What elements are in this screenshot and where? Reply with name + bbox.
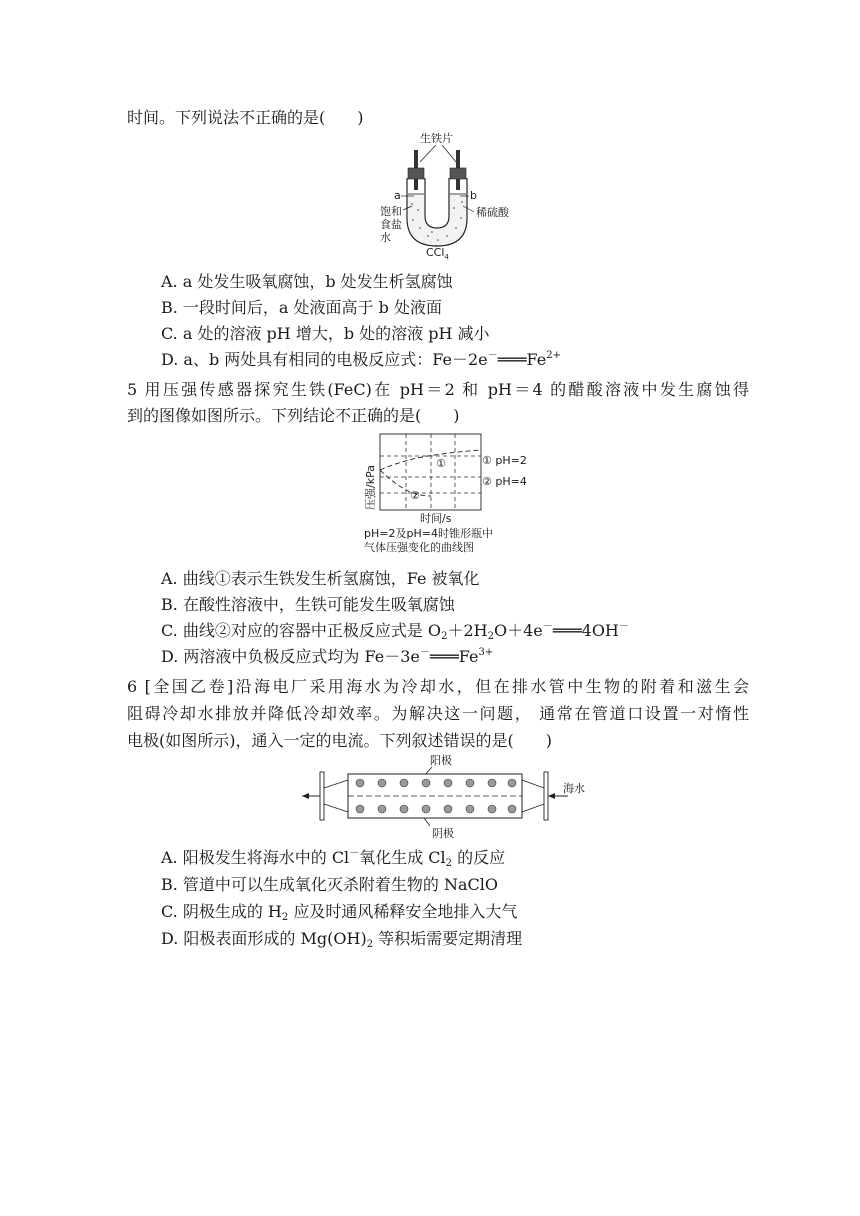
q5-caption-2: 气体压强变化的曲线图 bbox=[364, 541, 474, 554]
q6-option-a: A. 阳极发生将海水中的 Cl－氧化生成 $Cl_2$ 的反应 bbox=[161, 848, 506, 869]
q5-caption-1: pH=2及pH=4时锥形瓶中 bbox=[364, 527, 493, 540]
q5-curve-2-mark: ② bbox=[410, 489, 420, 502]
q6-label-seawater: 海水 bbox=[563, 782, 585, 795]
q6-label-anode: 阳极 bbox=[430, 754, 452, 767]
q4-stem-end: 时间。下列说法不正确的是( ) bbox=[127, 108, 364, 127]
q6-option-d: D. 阳极表面形成的 $Mg(OH)_2$ 等积垢需要定期清理 bbox=[161, 929, 523, 950]
q4-option-b: B. 一段时间后，a 处液面高于 b 处液面 bbox=[161, 298, 442, 317]
q4-label-saline-2: 食盐 bbox=[380, 218, 402, 231]
q4-option-d: D. a、b 两处具有相同的电极反应式：$Fe-2e^-═══Fe^{2+}$ bbox=[161, 350, 561, 369]
q6-label-cathode: 阴极 bbox=[432, 827, 454, 840]
q5-option-a: A. 曲线①表示生铁发生析氢腐蚀，Fe 被氧化 bbox=[161, 569, 480, 588]
q5-xlabel: 时间/s bbox=[420, 512, 452, 525]
q4-label-b: b bbox=[470, 189, 477, 202]
q6-stem-line1: 6 [全国乙卷]沿海电厂采用海水为冷却水，但在排水管中生物的附着和滋生会 bbox=[127, 677, 749, 696]
q5-stem-line1: 5 用压强传感器探究生铁(FeC)在 pH＝2 和 pH＝4 的醋酸溶液中发生腐蚀得 bbox=[127, 380, 749, 399]
q5-option-d: D. 两溶液中负极反应式均为 $Fe-3e^-═══Fe^{3+}$ bbox=[161, 647, 494, 666]
q4-label-dilute-acid: 稀硫酸 bbox=[476, 206, 509, 219]
q4-label-iron-sheet: 生铁片 bbox=[420, 132, 453, 145]
q6-stem-line2: 阻碍冷却水排放并降低冷却效率。为解决这一问题， 通常在管道口设置一对惰性 bbox=[127, 704, 749, 723]
q6-option-c: C. 阴极生成的 $H_2$ 应及时通风稀释安全地排入大气 bbox=[161, 902, 518, 923]
q5-option-c: C. 曲线②对应的容器中正极反应式是 $O_2+2H_2O+4e^-═══4OH^-$ bbox=[161, 621, 629, 642]
q5-curve-2 bbox=[380, 470, 431, 496]
q4-label-saline-3: 水 bbox=[380, 231, 391, 244]
q5-stem-line2: 到的图像如图所示。下列结论不正确的是( ) bbox=[127, 406, 460, 425]
q4-label-a: a bbox=[394, 189, 401, 202]
q5-ylabel: 压强/kPa bbox=[364, 465, 377, 510]
q5-option-b: B. 在酸性溶液中，生铁可能发生吸氧腐蚀 bbox=[161, 595, 455, 614]
q4-option-a: A. a 处发生吸氧腐蚀，b 处发生析氢腐蚀 bbox=[161, 272, 453, 291]
q4-u-tube-figure bbox=[350, 128, 530, 260]
q5-legend-2: ② pH=4 bbox=[482, 475, 527, 488]
q4-label-saline-1: 饱和 bbox=[380, 205, 402, 218]
q6-stem-line3: 电极(如图所示)，通入一定的电流。下列叙述错误的是( ) bbox=[127, 731, 552, 750]
q4-option-c: C. a 处的溶液 pH 增大，b 处的溶液 pH 减小 bbox=[161, 324, 490, 343]
q6-pipe-electrode-figure bbox=[300, 750, 600, 842]
q5-curve-1 bbox=[380, 450, 481, 470]
q5-curve-1-mark: ① bbox=[436, 457, 446, 470]
q5-legend-1: ① pH=2 bbox=[482, 454, 527, 467]
q6-option-b: B. 管道中可以生成氧化灭杀附着生物的 NaClO bbox=[161, 875, 499, 894]
q4-label-ccl4: CCl$_4$ bbox=[426, 246, 449, 260]
q5-pressure-figure bbox=[358, 430, 538, 560]
